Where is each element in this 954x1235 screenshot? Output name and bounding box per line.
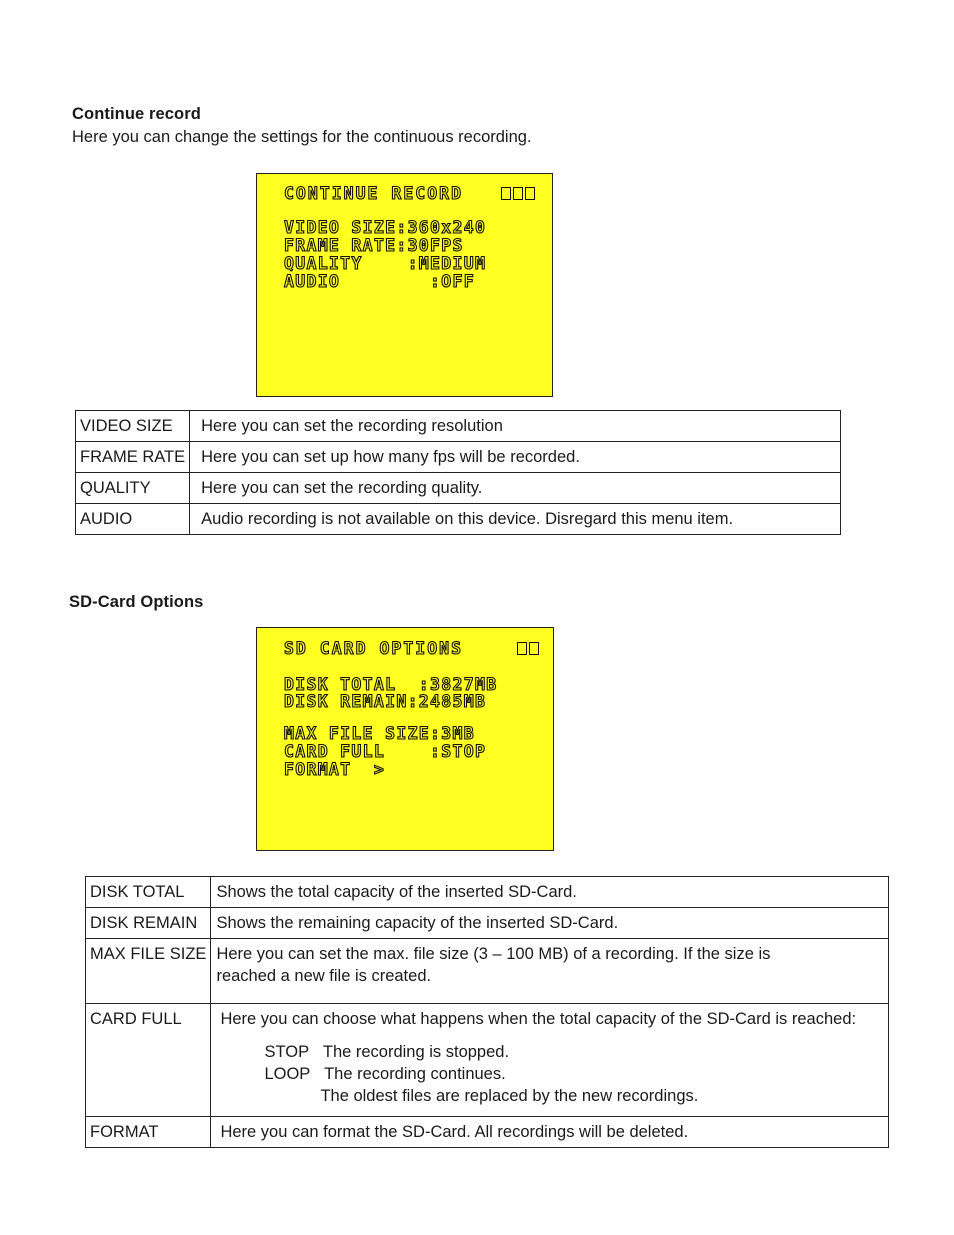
option-key: STOP: [264, 1043, 310, 1061]
row-label: QUALITY: [76, 473, 190, 504]
row-description: Here you can set up how many fps will be recorded.: [190, 442, 841, 473]
section-heading-sd-card-options: SD-Card Options: [69, 593, 204, 611]
row-description: Here you can set the recording resolution: [190, 411, 841, 442]
option-loop: [220, 1063, 884, 1085]
row-label: CARD FULL: [86, 1004, 211, 1117]
osd-title: SD CARD OPTIONS: [284, 639, 464, 658]
table-row: [76, 473, 841, 504]
description-line: Here you can choose what happens when the total capacity of the SD-Card is reached:: [220, 1010, 857, 1028]
osd-line-quality: QUALITY :MEDIUM: [284, 254, 487, 273]
row-label: VIDEO SIZE: [76, 411, 190, 442]
row-label: DISK REMAIN: [86, 908, 211, 939]
row-description: Here you can format the SD-Card. All recordings will be deleted.: [211, 1117, 889, 1148]
osd-line-max-file-size: MAX FILE SIZE:3MB: [284, 724, 475, 743]
row-label: FRAME RATE: [76, 442, 190, 473]
table-row: [86, 877, 889, 908]
osd-title-boxes: [501, 187, 535, 200]
table-row: [76, 411, 841, 442]
continue-record-table: [75, 410, 841, 535]
section-heading-continue-record: Continue record: [72, 105, 201, 123]
osd-line-video-size: VIDEO SIZE:360x240: [284, 218, 487, 237]
row-label: DISK TOTAL: [86, 877, 211, 908]
osd-line-card-full: CARD FULL :STOP: [284, 742, 487, 761]
option-stop: [220, 1041, 884, 1063]
osd-sd-card-options-screen: [256, 627, 554, 851]
osd-line-disk-remain: DISK REMAIN:2485MB: [284, 692, 487, 711]
row-description: Here you can set the recording quality.: [190, 473, 841, 504]
table-row: [76, 442, 841, 473]
option-key: LOOP: [264, 1065, 311, 1083]
osd-line-frame-rate: FRAME RATE:30FPS: [284, 236, 464, 255]
description-line: reached a new file is created.: [216, 967, 432, 985]
table-row: [86, 908, 889, 939]
osd-line-disk-total: DISK TOTAL :3827MB: [284, 675, 498, 694]
row-label: AUDIO: [76, 504, 190, 535]
option-text: The recording is stopped.: [322, 1043, 510, 1061]
option-loop-detail: The oldest files are replaced by the new recordings.: [320, 1087, 699, 1105]
osd-title-boxes: [517, 642, 539, 655]
table-row: [86, 939, 889, 1004]
description-line: Here you can set the max. file size (3 – 100 MB) of a recording. If the size is: [216, 945, 771, 963]
row-description: Shows the remaining capacity of the inserted SD-Card.: [211, 908, 889, 939]
row-description: [211, 1004, 889, 1117]
option-text: The recording continues.: [324, 1065, 506, 1083]
table-row: [86, 1004, 889, 1117]
row-label: FORMAT: [86, 1117, 211, 1148]
osd-continue-record-screen: [256, 173, 553, 397]
row-label: MAX FILE SIZE: [86, 939, 211, 1004]
osd-line-format: FORMAT >: [284, 760, 386, 779]
table-row: [76, 504, 841, 535]
row-description: Audio recording is not available on this device. Disregard this menu item.: [190, 504, 841, 535]
osd-line-audio: AUDIO :OFF: [284, 272, 475, 291]
table-row: [86, 1117, 889, 1148]
osd-title: CONTINUE RECORD: [284, 184, 464, 203]
sd-card-options-table: [85, 876, 889, 1148]
section-intro: Here you can change the settings for the continuous recording.: [72, 128, 532, 146]
row-description: Shows the total capacity of the inserted SD-Card.: [211, 877, 889, 908]
row-description: [211, 939, 889, 1004]
